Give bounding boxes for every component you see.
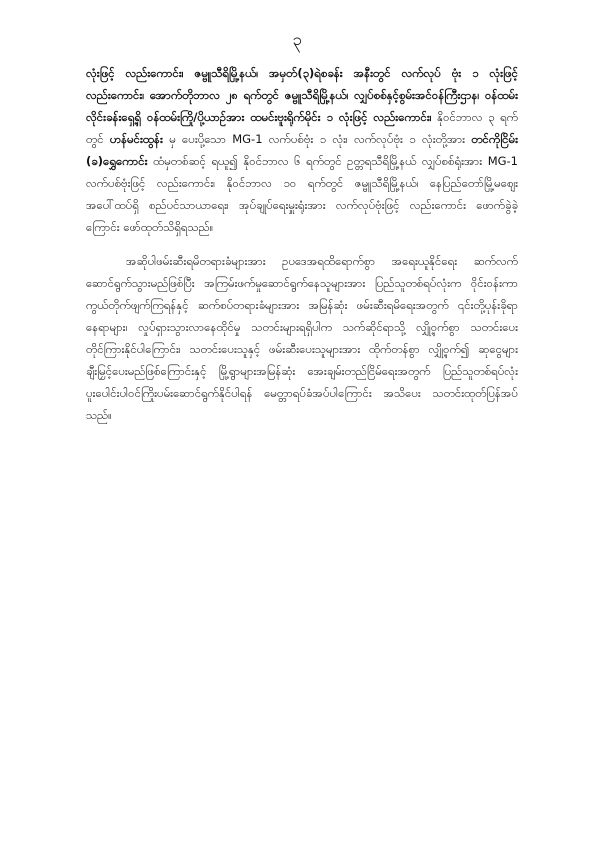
text-segment: မှ ပေးပို့သော MG-1 လက်ပစ်ဗုံး ၁ လုံး၊ လက်လုပ်ဗုံး ၁ လုံးတို့အား — [162, 132, 472, 146]
text-segment: လုံးဖြင့် လည်းကောင်း၊ ဇမ္ဗူသီရိမြို့နယ်၊ အမှတ်(၃)ရဲစခန်း အနီးတွင် လက်လုပ် ဗုံး ၁ လုံးဖြင့် လည်းကောင်း၊ အောက်တိုဘာလ ၂၈ ရက်တွင် ဇမ္ဗူသီရိမြို့နယ်၊ လျှပ်စစ်နှင့်စွမ်းအင်ဝန်ကြီးဌာန၊ ဝန်ထမ်းလိုင်းခန်းရှေ့ရှိ ဝန်ထမ်းကြို/ပို့ယာဉ်အား ထမင်းဗူးရိုက်မိုင်း ၁ လုံးဖြင့် လည်းကောင်း၊ — [86, 66, 518, 124]
document-body — [86, 62, 518, 426]
text-segment: ထံမှတစ်ဆင့် ရယူ၍ နိုဝင်ဘာလ ၆ ရက်တွင် ဥတ္တရသီရိမြို့နယ် လျှပ်စစ်ရုံးအား MG-1 လက်ပစ်ဗုံးဖြင့် လည်းကောင်း၊ နိုဝင်ဘာလ ၁၀ ရက်တွင် ဇမ္ဗူသီရိမြို့နယ်၊ နေပြည်တော်မြို့မဈေး အပေါ်ထပ်ရှိ စည်ပင်သာယာရေး၊ အုပ်ချုပ်ရေးမှူးရုံးအား လက်လုပ်ဗုံးဖြင့် လည်းကောင်း ဖောက်ခွဲခဲ့ကြောင်း ဖော်ထုတ်သိရှိရသည်။ — [86, 154, 518, 234]
page-number: ၃ — [292, 30, 303, 50]
paragraph-incident-details — [86, 62, 518, 238]
text-segment: နိုဝင်ဘာလ ၃ ရက်တွင် — [86, 110, 518, 146]
text-segment: ဟန်မင်းထွန်း — [109, 132, 163, 146]
text-segment: တင်ကိုငြိမ်း (ခ)ရွှေကောင်း — [86, 132, 518, 168]
paragraph-public-notice: အဆိုပါဖမ်းဆီးရမိတရားခံများအား ဥပဒေအရထိရောက်စွာ အရေးယူနိုင်ရေး ဆက်လက်ဆောင်ရွက်သွားမည်ဖြစ်ပြီး အကြမ်းဖက်မှုဆောင်ရွက်နေသူများအား ပြည်သူတစ်ရပ်လုံးက ဝိုင်းဝန်းကာကွယ်တိုက်ဖျက်ကြရန်နှင့် ဆက်စပ်တရားခံများအား အမြန်ဆုံး ဖမ်းဆီးရမိရေးအတွက် ၎င်းတို့ပုန်းခိုရာနေရာများ၊ လှုပ်ရှားသွားလာနေထိုင်မှု သတင်းများရရှိပါက သက်ဆိုင်ရာသို့ လျှို့ဝှက်စွာ သတင်းပေးတိုင်ကြားနိုင်ပါကြောင်း၊ သတင်းပေးသူနှင့် ဖမ်းဆီးပေးသူများအား ထိုက်တန်စွာ လျှို့ဝှက်၍ ဆုငွေများ ချီးမြှင့်ပေးမည်ဖြစ်ကြောင်းနှင့် မြို့ရွာများအမြန်ဆုံး အေးချမ်းတည်ငြိမ်ရေးအတွက် ပြည်သူတစ်ရပ်လုံး ပူးပေါင်းပါဝင်ကြိုးပမ်းဆောင်ရွက်နိုင်ပါရန် မေတ္တာရပ်ခံအပ်ပါကြောင်း အသိပေး သတင်းထုတ်ပြန်အပ်သည်။ — [86, 254, 518, 422]
